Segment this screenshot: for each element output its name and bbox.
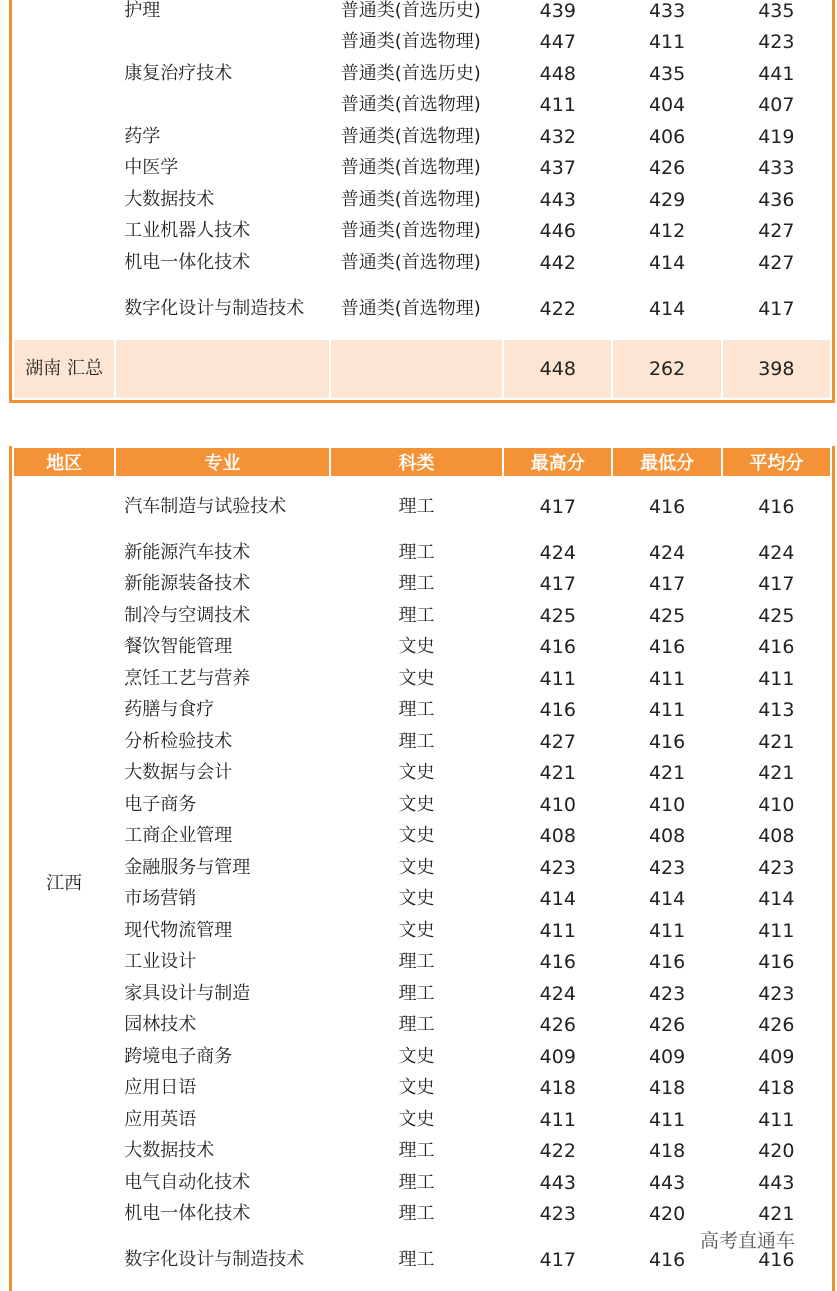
major-cell: 工业机器人技术 <box>124 220 251 242</box>
min-score-cell: 414 <box>648 888 686 911</box>
min-score-cell: 426 <box>648 1014 686 1037</box>
max-score-cell: 424 <box>539 541 576 564</box>
min-score-cell: 406 <box>648 125 686 148</box>
hunan-score-table <box>9 0 835 403</box>
max-score-cell: 448 <box>539 62 576 85</box>
major-cell: 药学 <box>124 125 161 147</box>
hunan-table-body <box>14 0 830 398</box>
avg-score-cell: 441 <box>758 62 795 85</box>
min-score-cell: 418 <box>648 1140 686 1163</box>
avg-score-cell: 416 <box>758 951 795 974</box>
table-row <box>14 948 830 978</box>
category-cell: 普通类(首选历史) <box>340 62 481 84</box>
avg-score-cell: 416 <box>758 496 795 518</box>
max-score-cell: 443 <box>539 1171 576 1194</box>
min-score-cell: 410 <box>648 793 686 816</box>
jiangxi-table-body <box>14 478 830 1289</box>
table-row <box>14 1200 830 1230</box>
category-cell: 文史 <box>398 1108 435 1130</box>
min-score-cell: 417 <box>648 573 686 596</box>
avg-score-cell: 413 <box>758 699 795 722</box>
max-score-cell: 411 <box>539 667 576 690</box>
max-score-cell: 426 <box>539 1014 576 1037</box>
category-cell: 普通类(首选物理) <box>340 220 481 242</box>
category-cell: 理工 <box>398 541 435 563</box>
category-cell: 文史 <box>398 1045 435 1067</box>
header-major: 专业 <box>116 448 329 476</box>
region-cell <box>14 0 114 338</box>
table-row <box>14 822 830 852</box>
major-cell: 分析检验技术 <box>124 730 233 752</box>
major-cell: 机电一体化技术 <box>124 1203 251 1225</box>
major-cell: 汽车制造与试验技术 <box>124 496 287 517</box>
region-cell: 江西 <box>46 872 83 894</box>
table-row <box>14 1011 830 1041</box>
watermark: 高考直通车 <box>700 1230 796 1252</box>
table-row <box>14 280 830 338</box>
avg-score-cell: 411 <box>758 667 795 690</box>
avg-score-cell: 427 <box>758 220 795 243</box>
min-score-cell: 426 <box>648 157 686 180</box>
major-cell: 药膳与食疗 <box>124 699 215 721</box>
category-cell: 理工 <box>398 1203 435 1225</box>
table-row <box>14 664 830 694</box>
total-row <box>14 340 830 398</box>
major-cell: 数字化设计与制造技术 <box>124 1249 305 1270</box>
table-row <box>14 217 830 247</box>
category-cell: 普通类(首选历史) <box>340 0 481 21</box>
major-cell: 机电一体化技术 <box>124 251 251 273</box>
category-cell: 普通类(首选物理) <box>340 94 481 116</box>
category-cell: 文史 <box>398 1077 435 1099</box>
category-cell: 文史 <box>398 825 435 847</box>
avg-score-cell: 427 <box>758 251 795 274</box>
table-row <box>14 916 830 946</box>
max-score-cell: 411 <box>539 919 576 942</box>
table-row <box>14 538 830 568</box>
category-cell: 理工 <box>398 1249 435 1270</box>
max-score-cell: 417 <box>539 1249 576 1271</box>
max-score-cell: 408 <box>539 825 576 848</box>
max-score-cell: 414 <box>539 888 576 911</box>
header-region: 地区 <box>14 448 114 476</box>
min-score-cell: 423 <box>648 982 686 1005</box>
table-row <box>14 28 830 58</box>
table-row <box>14 91 830 121</box>
max-score-cell: 411 <box>539 94 576 117</box>
min-score-cell: 408 <box>648 825 686 848</box>
min-score-cell: 425 <box>648 604 686 627</box>
category-cell: 普通类(首选物理) <box>340 297 481 319</box>
min-score-cell: 414 <box>648 251 686 274</box>
category-cell: 理工 <box>398 1014 435 1036</box>
table-row <box>14 59 830 89</box>
avg-score-cell: 419 <box>758 125 795 148</box>
avg-score-cell: 410 <box>758 793 795 816</box>
max-score-cell: 443 <box>539 188 576 211</box>
table-row <box>14 122 830 152</box>
max-score-cell: 432 <box>539 125 576 148</box>
max-score-cell: 424 <box>539 982 576 1005</box>
jiangxi-score-table <box>9 446 835 1291</box>
table-row <box>14 1074 830 1104</box>
avg-score-cell: 423 <box>758 31 795 54</box>
major-cell: 护理 <box>124 0 161 21</box>
avg-score-cell: 421 <box>758 762 795 785</box>
table-row <box>14 601 830 631</box>
table-row <box>14 633 830 663</box>
table-row <box>14 154 830 184</box>
max-score-cell: 427 <box>539 730 576 753</box>
major-cell: 电子商务 <box>124 793 197 815</box>
min-score-cell: 412 <box>648 220 686 243</box>
max-score-cell: 409 <box>539 1045 576 1068</box>
table-row <box>14 248 830 278</box>
major-cell: 大数据与会计 <box>124 762 233 784</box>
category-cell: 理工 <box>398 699 435 721</box>
category-cell: 理工 <box>398 1171 435 1193</box>
max-score-cell: 439 <box>539 0 576 22</box>
major-cell: 金融服务与管理 <box>124 856 251 878</box>
avg-score-cell: 421 <box>758 730 795 753</box>
category-cell: 文史 <box>398 636 435 658</box>
max-score-cell: 416 <box>539 699 576 722</box>
category-cell: 普通类(首选物理) <box>340 157 481 179</box>
major-cell: 工商企业管理 <box>124 825 233 847</box>
major-cell: 制冷与空调技术 <box>124 604 251 626</box>
major-cell: 现代物流管理 <box>124 919 233 941</box>
avg-score-cell: 425 <box>758 604 795 627</box>
category-cell: 文史 <box>398 793 435 815</box>
avg-score-cell: 423 <box>758 982 795 1005</box>
avg-score-cell: 433 <box>758 157 795 180</box>
header-avg: 平均分 <box>723 448 830 476</box>
table-row <box>14 1042 830 1072</box>
min-score-cell: 433 <box>648 0 686 22</box>
avg-score-cell: 423 <box>758 856 795 879</box>
category-cell: 文史 <box>398 667 435 689</box>
table-row <box>14 727 830 757</box>
max-score-cell: 437 <box>539 157 576 180</box>
avg-score-cell: 418 <box>758 1077 795 1100</box>
major-cell: 烹饪工艺与营养 <box>124 667 251 689</box>
major-cell: 大数据技术 <box>124 188 215 210</box>
category-cell: 文史 <box>398 762 435 784</box>
major-cell: 中医学 <box>124 157 179 179</box>
min-score-cell: 424 <box>648 541 686 564</box>
category-cell: 理工 <box>398 496 435 517</box>
major-cell: 园林技术 <box>124 1014 197 1036</box>
header-min: 最低分 <box>613 448 720 476</box>
min-score-cell: 443 <box>648 1171 686 1194</box>
major-cell: 数字化设计与制造技术 <box>124 297 305 319</box>
category-cell: 普通类(首选物理) <box>340 188 481 210</box>
max-score-cell: 418 <box>539 1077 576 1100</box>
table-row <box>14 979 830 1009</box>
header-category: 科类 <box>331 448 502 476</box>
min-score-cell: 411 <box>648 919 686 942</box>
min-score-cell: 421 <box>648 762 686 785</box>
category-cell: 理工 <box>398 730 435 752</box>
table-row <box>14 185 830 215</box>
major-cell: 新能源汽车技术 <box>124 541 251 563</box>
table-row <box>14 1168 830 1198</box>
max-score-cell: 410 <box>539 793 576 816</box>
avg-score-cell: 407 <box>758 94 795 117</box>
table-row <box>14 853 830 883</box>
min-score-cell: 429 <box>648 188 686 211</box>
max-score-cell: 423 <box>539 856 576 879</box>
avg-score-cell: 414 <box>758 888 795 911</box>
max-score-cell: 422 <box>539 297 576 320</box>
category-cell: 普通类(首选物理) <box>340 125 481 147</box>
table-row <box>14 478 830 536</box>
category-cell: 理工 <box>398 1140 435 1162</box>
max-score-cell: 422 <box>539 1140 576 1163</box>
major-cell: 新能源装备技术 <box>124 573 251 595</box>
min-score-cell: 418 <box>648 1077 686 1100</box>
category-cell: 文史 <box>398 888 435 910</box>
max-score-cell: 411 <box>539 1108 576 1131</box>
min-score-cell: 411 <box>648 1108 686 1131</box>
major-cell: 康复治疗技术 <box>124 62 233 84</box>
major-cell: 餐饮智能管理 <box>124 636 233 658</box>
max-score-cell: 442 <box>539 251 576 274</box>
min-score-cell: 416 <box>648 496 686 518</box>
table-row <box>14 1105 830 1135</box>
major-cell: 应用英语 <box>124 1108 197 1130</box>
min-score-cell: 409 <box>648 1045 686 1068</box>
total-major-cell <box>116 340 329 398</box>
major-cell: 大数据技术 <box>124 1140 215 1162</box>
table-row <box>14 696 830 726</box>
header-max: 最高分 <box>504 448 611 476</box>
avg-score-cell: 408 <box>758 825 795 848</box>
table-row <box>14 1137 830 1167</box>
total-min: 262 <box>613 340 720 398</box>
avg-score-cell: 420 <box>758 1140 795 1163</box>
major-cell: 跨境电子商务 <box>124 1045 233 1067</box>
total-category-cell <box>331 340 502 398</box>
table-row <box>14 790 830 820</box>
avg-score-cell: 421 <box>758 1203 795 1226</box>
major-cell: 工业设计 <box>124 951 197 973</box>
min-score-cell: 435 <box>648 62 686 85</box>
table-row <box>14 885 830 915</box>
category-cell: 理工 <box>398 951 435 973</box>
min-score-cell: 420 <box>648 1203 686 1226</box>
min-score-cell: 416 <box>648 730 686 753</box>
min-score-cell: 416 <box>648 636 686 659</box>
max-score-cell: 447 <box>539 31 576 54</box>
avg-score-cell: 443 <box>758 1171 795 1194</box>
avg-score-cell: 409 <box>758 1045 795 1068</box>
avg-score-cell: 416 <box>758 636 795 659</box>
avg-score-cell: 417 <box>758 297 795 320</box>
category-cell: 普通类(首选物理) <box>340 31 481 53</box>
table-row <box>14 570 830 600</box>
total-max: 448 <box>504 340 611 398</box>
max-score-cell: 425 <box>539 604 576 627</box>
min-score-cell: 411 <box>648 699 686 722</box>
avg-score-cell: 411 <box>758 919 795 942</box>
min-score-cell: 411 <box>648 667 686 690</box>
major-cell: 应用日语 <box>124 1077 197 1099</box>
max-score-cell: 423 <box>539 1203 576 1226</box>
major-cell: 家具设计与制造 <box>124 982 251 1004</box>
min-score-cell: 411 <box>648 31 686 54</box>
major-cell: 电气自动化技术 <box>124 1171 251 1193</box>
avg-score-cell: 417 <box>758 573 795 596</box>
major-cell: 市场营销 <box>124 888 197 910</box>
avg-score-cell: 436 <box>758 188 795 211</box>
category-cell: 理工 <box>398 604 435 626</box>
category-cell: 普通类(首选物理) <box>340 251 481 273</box>
min-score-cell: 416 <box>648 1249 686 1271</box>
avg-score-cell: 426 <box>758 1014 795 1037</box>
max-score-cell: 416 <box>539 636 576 659</box>
major-cell <box>116 91 329 121</box>
min-score-cell: 416 <box>648 951 686 974</box>
max-score-cell: 421 <box>539 762 576 785</box>
avg-score-cell: 424 <box>758 541 795 564</box>
avg-score-cell: 435 <box>758 0 795 22</box>
category-cell: 文史 <box>398 919 435 941</box>
total-label: 湖南 汇总 <box>14 340 114 398</box>
table-row <box>14 759 830 789</box>
avg-score-cell: 411 <box>758 1108 795 1131</box>
category-cell: 理工 <box>398 573 435 595</box>
total-avg: 398 <box>723 340 830 398</box>
max-score-cell: 416 <box>539 951 576 974</box>
min-score-cell: 423 <box>648 856 686 879</box>
category-cell: 理工 <box>398 982 435 1004</box>
table-row <box>14 0 830 26</box>
table-header-row <box>14 448 830 476</box>
min-score-cell: 414 <box>648 297 686 320</box>
category-cell: 文史 <box>398 856 435 878</box>
avg-score-cell: 416 <box>758 1249 795 1271</box>
max-score-cell: 417 <box>539 496 576 518</box>
min-score-cell: 404 <box>648 94 686 117</box>
major-cell <box>116 28 329 58</box>
max-score-cell: 417 <box>539 573 576 596</box>
max-score-cell: 446 <box>539 220 576 243</box>
